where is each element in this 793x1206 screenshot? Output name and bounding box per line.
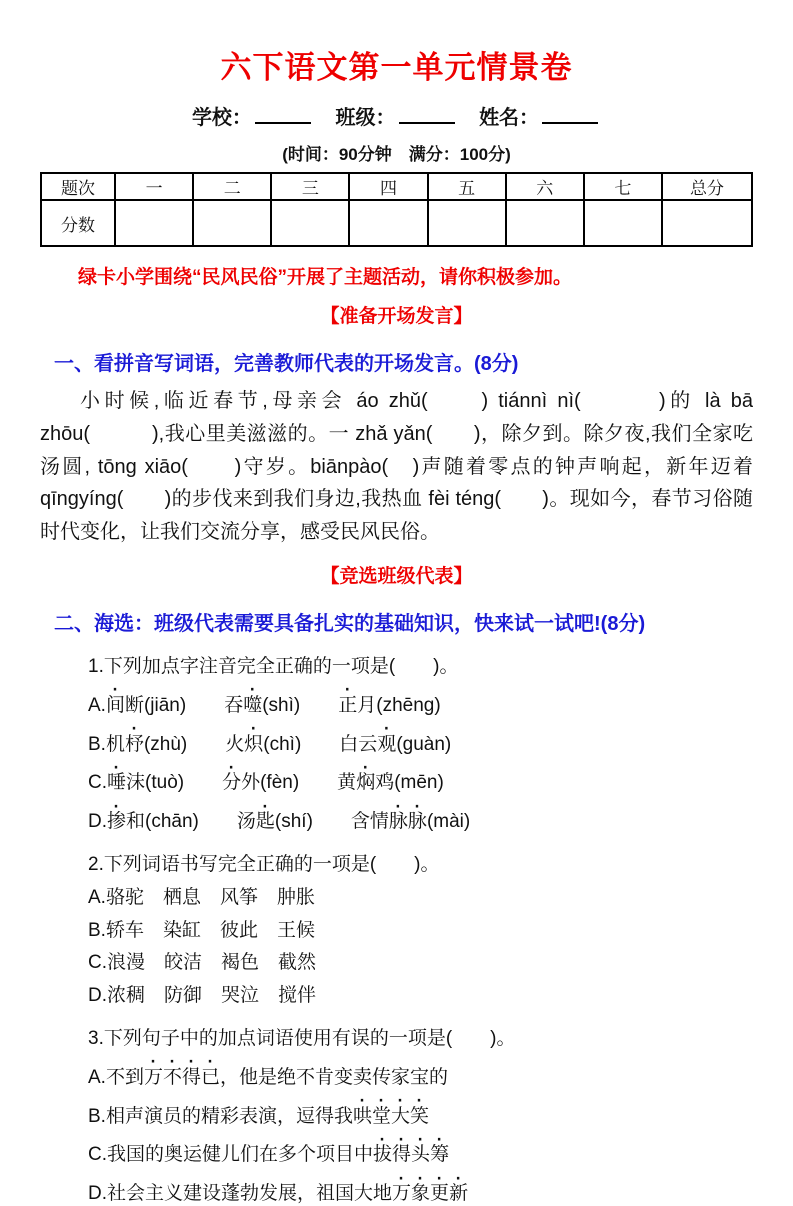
score-table-value-row [41, 200, 752, 246]
question3-option-c[interactable]: C.我国的奥运健儿们在多个项目中拔得头筹 [88, 1144, 450, 1166]
exam-meta: (时间：90分钟 满分：100分) [282, 145, 511, 164]
question1-option-c[interactable]: C.唾沫(tuò) 分外(fèn) 黄焖鸡(mēn) [88, 772, 444, 794]
score-row-label: 分数 [41, 200, 115, 246]
question2-option-d[interactable]: D.浓稠 防御 哭泣 搅伴 [88, 985, 317, 1007]
section1-paragraph: 小时候,临近春节,母亲会 áo zhǔ( ) tiánnì nì( )的 là bā zhōu( ),我心里美滋滋的。一 zhǎ yǎn( )，除夕到。除夕夜,我们全家吃汤圆, tōng xiāo( )守岁。biānpào( )声随着零点的钟声响起，新年迈着 qīngyíng( )的步伐来到我们身边,我热血 fèi téng( )。现如今，春节习俗随时代变化，让我们交流分享，感受民风民俗。 [40, 390, 753, 544]
score-cell[interactable] [115, 200, 193, 246]
score-header-cell: 六 [506, 173, 584, 200]
question2-stem: 2.下列词语书写完全正确的一项是( )。 [88, 853, 440, 875]
question2-option-b[interactable]: B.轿车 染缸 彼此 王候 [88, 919, 315, 941]
section1-heading: 一、看拼音写词语，完善教师代表的开场发言。(8分) [54, 353, 519, 375]
score-cell[interactable] [662, 200, 752, 246]
score-header-cell: 五 [428, 173, 506, 200]
score-table-header-row [41, 173, 752, 200]
question1-option-b[interactable]: B.机杼(zhù) 火炽(chì) 白云观(guàn) [88, 733, 452, 755]
question1-option-a[interactable]: A.间断(jiān) 吞噬(shì) 正月(zhēng) [88, 694, 441, 716]
school-label: 学校： [191, 107, 252, 129]
score-header-cell: 三 [271, 173, 349, 200]
score-table [40, 172, 753, 247]
score-cell[interactable] [271, 200, 349, 246]
name-blank[interactable] [542, 109, 598, 124]
score-cell[interactable] [506, 200, 584, 246]
score-header-cell: 七 [584, 173, 662, 200]
score-cell[interactable] [428, 200, 506, 246]
name-field [479, 107, 601, 129]
score-cell[interactable] [349, 200, 427, 246]
banner-prepare-speech: 【准备开场发言】 [320, 306, 473, 327]
question1-stem: 1.下列加点字注音完全正确的一项是( )。 [88, 655, 459, 677]
score-cell[interactable] [584, 200, 662, 246]
question1-option-d[interactable]: D.掺和(chān) 汤匙(shí) 含情脉脉(mài) [88, 811, 471, 833]
question2-option-a[interactable]: A.骆驼 栖息 风筝 肿胀 [88, 886, 315, 908]
score-header-cell: 四 [349, 173, 427, 200]
page-title: 六下语文第一单元情景卷 [220, 50, 573, 85]
question3-option-b[interactable]: B.相声演员的精彩表演，逗得我哄堂大笑 [88, 1105, 430, 1127]
score-header-cell: 二 [193, 173, 271, 200]
intro-text: 绿卡小学围绕“民风民俗”开展了主题活动，请你积极参加。 [78, 267, 573, 288]
class-label: 班级： [335, 107, 396, 129]
question2-option-c[interactable]: C.浪漫 皎洁 褐色 截然 [88, 952, 317, 974]
school-field [192, 107, 314, 129]
banner-class-representative: 【竞选班级代表】 [320, 565, 473, 587]
question3-stem: 3.下列句子中的加点词语使用有误的一项是( )。 [88, 1027, 516, 1049]
name-label: 姓名： [479, 107, 540, 129]
school-blank[interactable] [255, 109, 311, 124]
question3-option-a[interactable]: A.不到万不得已，他是绝不肯变卖传家宝的 [88, 1066, 449, 1088]
question3-option-d[interactable]: D.社会主义建设蓬勃发展，祖国大地万象更新 [88, 1183, 469, 1205]
score-cell[interactable] [193, 200, 271, 246]
class-field [336, 107, 458, 129]
score-header-cell: 总分 [662, 173, 752, 200]
section2-heading: 二、海选：班级代表需要具备扎实的基础知识，快来试一试吧!(8分) [54, 612, 646, 635]
student-info-line [40, 101, 753, 130]
score-header-cell: 题次 [41, 173, 115, 200]
score-header-cell: 一 [115, 173, 193, 200]
class-blank[interactable] [399, 109, 455, 124]
